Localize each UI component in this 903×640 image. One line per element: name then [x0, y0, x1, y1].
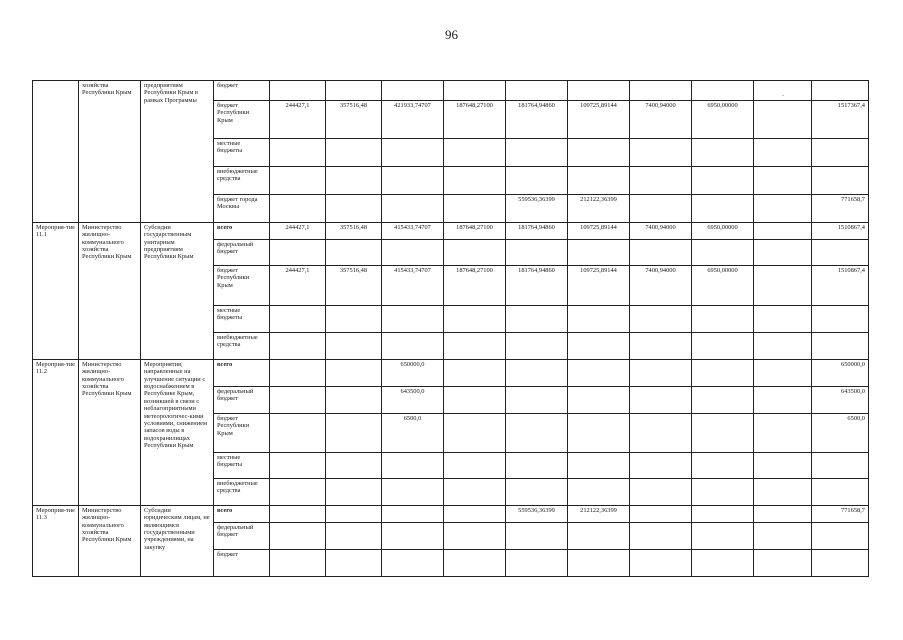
year-value-cell	[692, 479, 754, 506]
year-value-cell	[568, 139, 630, 167]
total-cell: 1517367,4	[812, 101, 869, 139]
year-value-cell	[754, 479, 812, 506]
year-value-cell	[754, 360, 812, 387]
year-value-cell	[444, 506, 506, 523]
year-value-cell: 7400,94000	[630, 223, 692, 240]
description-cell: Субсидии государственным унитарным предприятиям Республики Крым	[141, 223, 214, 360]
year-value-cell	[754, 414, 812, 453]
year-value-cell	[630, 453, 692, 479]
event-cell: Мероприя-тие 11.3	[33, 506, 79, 577]
year-value-cell	[326, 506, 382, 523]
year-value-cell	[754, 167, 812, 195]
year-value-cell	[692, 81, 754, 101]
funding-source-cell: бюджет	[214, 550, 270, 577]
year-value-cell: 357516,48	[326, 223, 382, 240]
year-value-cell	[506, 81, 568, 101]
year-value-cell	[382, 523, 444, 550]
year-value-cell	[326, 81, 382, 101]
year-value-cell	[692, 195, 754, 223]
year-value-cell: 357516,48	[326, 266, 382, 306]
year-value-cell	[444, 479, 506, 506]
year-value-cell	[692, 550, 754, 577]
year-value-cell	[382, 167, 444, 195]
year-value-cell	[326, 523, 382, 550]
total-cell: 771658,7	[812, 195, 869, 223]
year-value-cell	[270, 240, 326, 266]
year-value-cell	[326, 387, 382, 414]
year-value-cell	[444, 453, 506, 479]
year-value-cell: 415433,74707	[382, 266, 444, 306]
year-value-cell	[568, 414, 630, 453]
year-value-cell	[568, 333, 630, 360]
year-value-cell	[568, 360, 630, 387]
year-value-cell	[326, 139, 382, 167]
year-value-cell	[630, 81, 692, 101]
year-value-cell	[444, 167, 506, 195]
year-value-cell	[326, 453, 382, 479]
year-value-cell	[270, 453, 326, 479]
year-value-cell: 187648,27100	[444, 101, 506, 139]
year-value-cell: 109725,89144	[568, 101, 630, 139]
funding-source-cell: всего	[214, 360, 270, 387]
year-value-cell	[444, 195, 506, 223]
total-cell: 643500,0	[812, 387, 869, 414]
year-value-cell: 244427,1	[270, 266, 326, 306]
year-value-cell	[326, 240, 382, 266]
executor-cell: Министерство жилищно-коммунального хозяйства Республики Крым	[79, 223, 141, 360]
year-value-cell: 7400,94000	[630, 266, 692, 306]
year-value-cell	[568, 453, 630, 479]
year-value-cell	[506, 306, 568, 333]
year-value-cell	[506, 479, 568, 506]
year-value-cell	[692, 167, 754, 195]
year-value-cell	[568, 479, 630, 506]
year-value-cell	[506, 240, 568, 266]
year-value-cell	[444, 414, 506, 453]
event-cell: Мероприя-тие 11.1	[33, 223, 79, 360]
executor-cell: Министерство жилищно-коммунального хозяйства Республики Крым	[79, 360, 141, 506]
year-value-cell	[568, 167, 630, 195]
year-value-cell	[754, 306, 812, 333]
year-value-cell: 212122,36399	[568, 506, 630, 523]
year-value-cell	[270, 506, 326, 523]
year-value-cell	[630, 306, 692, 333]
year-value-cell	[444, 387, 506, 414]
year-value-cell	[630, 387, 692, 414]
year-value-cell	[444, 523, 506, 550]
year-value-cell	[270, 360, 326, 387]
year-value-cell	[382, 550, 444, 577]
year-value-cell	[754, 550, 812, 577]
total-cell: 1510867,4	[812, 223, 869, 240]
year-value-cell	[630, 414, 692, 453]
year-value-cell	[754, 333, 812, 360]
year-value-cell	[692, 333, 754, 360]
funding-source-cell: федеральный бюджет	[214, 387, 270, 414]
year-value-cell	[692, 523, 754, 550]
year-value-cell	[568, 81, 630, 101]
year-value-cell	[382, 479, 444, 506]
funding-source-cell: федеральный бюджет	[214, 523, 270, 550]
year-value-cell	[630, 167, 692, 195]
year-value-cell	[506, 387, 568, 414]
description-cell: предприятиям Республики Крым в рамках Программы	[141, 81, 214, 223]
funding-source-cell: бюджет	[214, 81, 270, 101]
table-row	[33, 506, 869, 523]
year-value-cell	[270, 195, 326, 223]
year-value-cell	[270, 387, 326, 414]
total-cell	[812, 240, 869, 266]
funding-source-cell: всего	[214, 223, 270, 240]
year-value-cell	[270, 167, 326, 195]
year-value-cell	[444, 306, 506, 333]
total-cell	[812, 306, 869, 333]
year-value-cell: 6950,00000	[692, 101, 754, 139]
funding-source-cell: федеральный бюджет	[214, 240, 270, 266]
year-value-cell	[270, 523, 326, 550]
event-cell: Мероприя-тие 11.2	[33, 360, 79, 506]
year-value-cell	[754, 453, 812, 479]
funding-source-cell: бюджет города Москвы	[214, 195, 270, 223]
year-value-cell: 559536,36399	[506, 506, 568, 523]
year-value-cell: 415433,74707	[382, 223, 444, 240]
year-value-cell	[754, 523, 812, 550]
year-value-cell: 181764,94860	[506, 266, 568, 306]
year-value-cell	[506, 360, 568, 387]
funding-source-cell: всего	[214, 506, 270, 523]
total-cell: 1510867,4	[812, 266, 869, 306]
description-cell: Субсидии юридическим лицам, не являющимся государственными учреждениями, на закупку	[141, 506, 214, 577]
year-value-cell	[692, 360, 754, 387]
year-value-cell	[270, 333, 326, 360]
year-value-cell	[568, 550, 630, 577]
year-value-cell	[326, 306, 382, 333]
year-value-cell	[506, 453, 568, 479]
year-value-cell: 212122,36399	[568, 195, 630, 223]
table-row	[33, 360, 869, 387]
year-value-cell: 109725,89144	[568, 223, 630, 240]
year-value-cell	[270, 81, 326, 101]
year-value-cell	[754, 240, 812, 266]
year-value-cell: 109725,89144	[568, 266, 630, 306]
year-value-cell	[754, 195, 812, 223]
year-value-cell	[270, 479, 326, 506]
table-row	[33, 81, 869, 101]
year-value-cell	[630, 523, 692, 550]
year-value-cell	[630, 333, 692, 360]
year-value-cell	[506, 414, 568, 453]
year-value-cell	[568, 306, 630, 333]
scan-mark: .	[782, 89, 784, 98]
year-value-cell	[630, 479, 692, 506]
year-value-cell	[630, 506, 692, 523]
year-value-cell: 6500,0	[382, 414, 444, 453]
year-value-cell: 643500,0	[382, 387, 444, 414]
year-value-cell	[754, 81, 812, 101]
year-value-cell	[444, 333, 506, 360]
funding-source-cell: бюджет Республики Крым	[214, 414, 270, 453]
page-number: 96	[445, 27, 458, 42]
year-value-cell	[326, 550, 382, 577]
year-value-cell	[326, 167, 382, 195]
year-value-cell	[754, 101, 812, 139]
year-value-cell	[382, 333, 444, 360]
year-value-cell	[444, 81, 506, 101]
year-value-cell	[754, 139, 812, 167]
total-cell	[812, 139, 869, 167]
year-value-cell	[270, 306, 326, 333]
year-value-cell	[630, 195, 692, 223]
year-value-cell	[692, 306, 754, 333]
year-value-cell	[754, 266, 812, 306]
year-value-cell	[382, 306, 444, 333]
year-value-cell	[444, 139, 506, 167]
budget-table	[32, 80, 869, 577]
year-value-cell	[270, 139, 326, 167]
year-value-cell	[444, 360, 506, 387]
total-cell	[812, 333, 869, 360]
year-value-cell	[444, 550, 506, 577]
year-value-cell: 421933,74707	[382, 101, 444, 139]
year-value-cell	[692, 453, 754, 479]
year-value-cell: 357516,48	[326, 101, 382, 139]
year-value-cell	[692, 240, 754, 266]
executor-cell: хозяйства Республики Крым	[79, 81, 141, 223]
total-cell	[812, 479, 869, 506]
funding-source-cell: местные бюджеты	[214, 139, 270, 167]
year-value-cell	[692, 387, 754, 414]
year-value-cell	[692, 139, 754, 167]
year-value-cell	[568, 240, 630, 266]
total-cell	[812, 167, 869, 195]
table-row	[33, 223, 869, 240]
total-cell: 650000,0	[812, 360, 869, 387]
year-value-cell: 181764,94860	[506, 223, 568, 240]
year-value-cell: 244427,1	[270, 223, 326, 240]
year-value-cell: 244427,1	[270, 101, 326, 139]
year-value-cell	[382, 195, 444, 223]
year-value-cell: 181764,94860	[506, 101, 568, 139]
year-value-cell	[326, 333, 382, 360]
year-value-cell	[506, 550, 568, 577]
funding-source-cell: бюджет Республики Крым	[214, 266, 270, 306]
year-value-cell: 650000,0	[382, 360, 444, 387]
total-cell: 6500,0	[812, 414, 869, 453]
funding-source-cell: местные бюджеты	[214, 306, 270, 333]
funding-source-cell: внебюджетные средства	[214, 167, 270, 195]
year-value-cell	[630, 240, 692, 266]
total-cell	[812, 550, 869, 577]
year-value-cell	[326, 360, 382, 387]
total-cell	[812, 523, 869, 550]
total-cell	[812, 453, 869, 479]
total-cell	[812, 81, 869, 101]
year-value-cell	[630, 139, 692, 167]
year-value-cell	[326, 479, 382, 506]
year-value-cell	[692, 414, 754, 453]
year-value-cell	[506, 139, 568, 167]
funding-source-cell: внебюджетные средства	[214, 479, 270, 506]
year-value-cell	[326, 414, 382, 453]
executor-cell: Министерство жилищно-коммунального хозяйства Республики Крым	[79, 506, 141, 577]
year-value-cell	[568, 523, 630, 550]
year-value-cell: 187648,27100	[444, 223, 506, 240]
year-value-cell: 187648,27100	[444, 266, 506, 306]
year-value-cell	[506, 523, 568, 550]
year-value-cell: 6950,00000	[692, 266, 754, 306]
total-cell: 771658,7	[812, 506, 869, 523]
year-value-cell	[382, 81, 444, 101]
year-value-cell	[270, 550, 326, 577]
year-value-cell	[630, 550, 692, 577]
year-value-cell: 559536,36399	[506, 195, 568, 223]
year-value-cell	[444, 240, 506, 266]
year-value-cell	[506, 167, 568, 195]
year-value-cell	[382, 240, 444, 266]
year-value-cell	[568, 387, 630, 414]
year-value-cell: 7400,94000	[630, 101, 692, 139]
year-value-cell	[630, 360, 692, 387]
year-value-cell	[506, 333, 568, 360]
year-value-cell	[754, 223, 812, 240]
year-value-cell: 6950,00000	[692, 223, 754, 240]
year-value-cell	[382, 453, 444, 479]
funding-source-cell: местные бюджеты	[214, 453, 270, 479]
funding-source-cell: бюджет Республики Крым	[214, 101, 270, 139]
year-value-cell	[754, 506, 812, 523]
year-value-cell	[754, 387, 812, 414]
year-value-cell	[382, 506, 444, 523]
funding-source-cell: внебюджетные средства	[214, 333, 270, 360]
year-value-cell	[692, 506, 754, 523]
year-value-cell	[270, 414, 326, 453]
event-cell	[33, 81, 79, 223]
description-cell: Мероприятия, направленные на улучшение ситуации с водоснабжением в Республике Крым, возникшей в связи с неблагоприятными метеорологичес-кими условиями, снижением запасов воды в водохранилищах Республики Крым	[141, 360, 214, 506]
year-value-cell	[382, 139, 444, 167]
year-value-cell	[326, 195, 382, 223]
